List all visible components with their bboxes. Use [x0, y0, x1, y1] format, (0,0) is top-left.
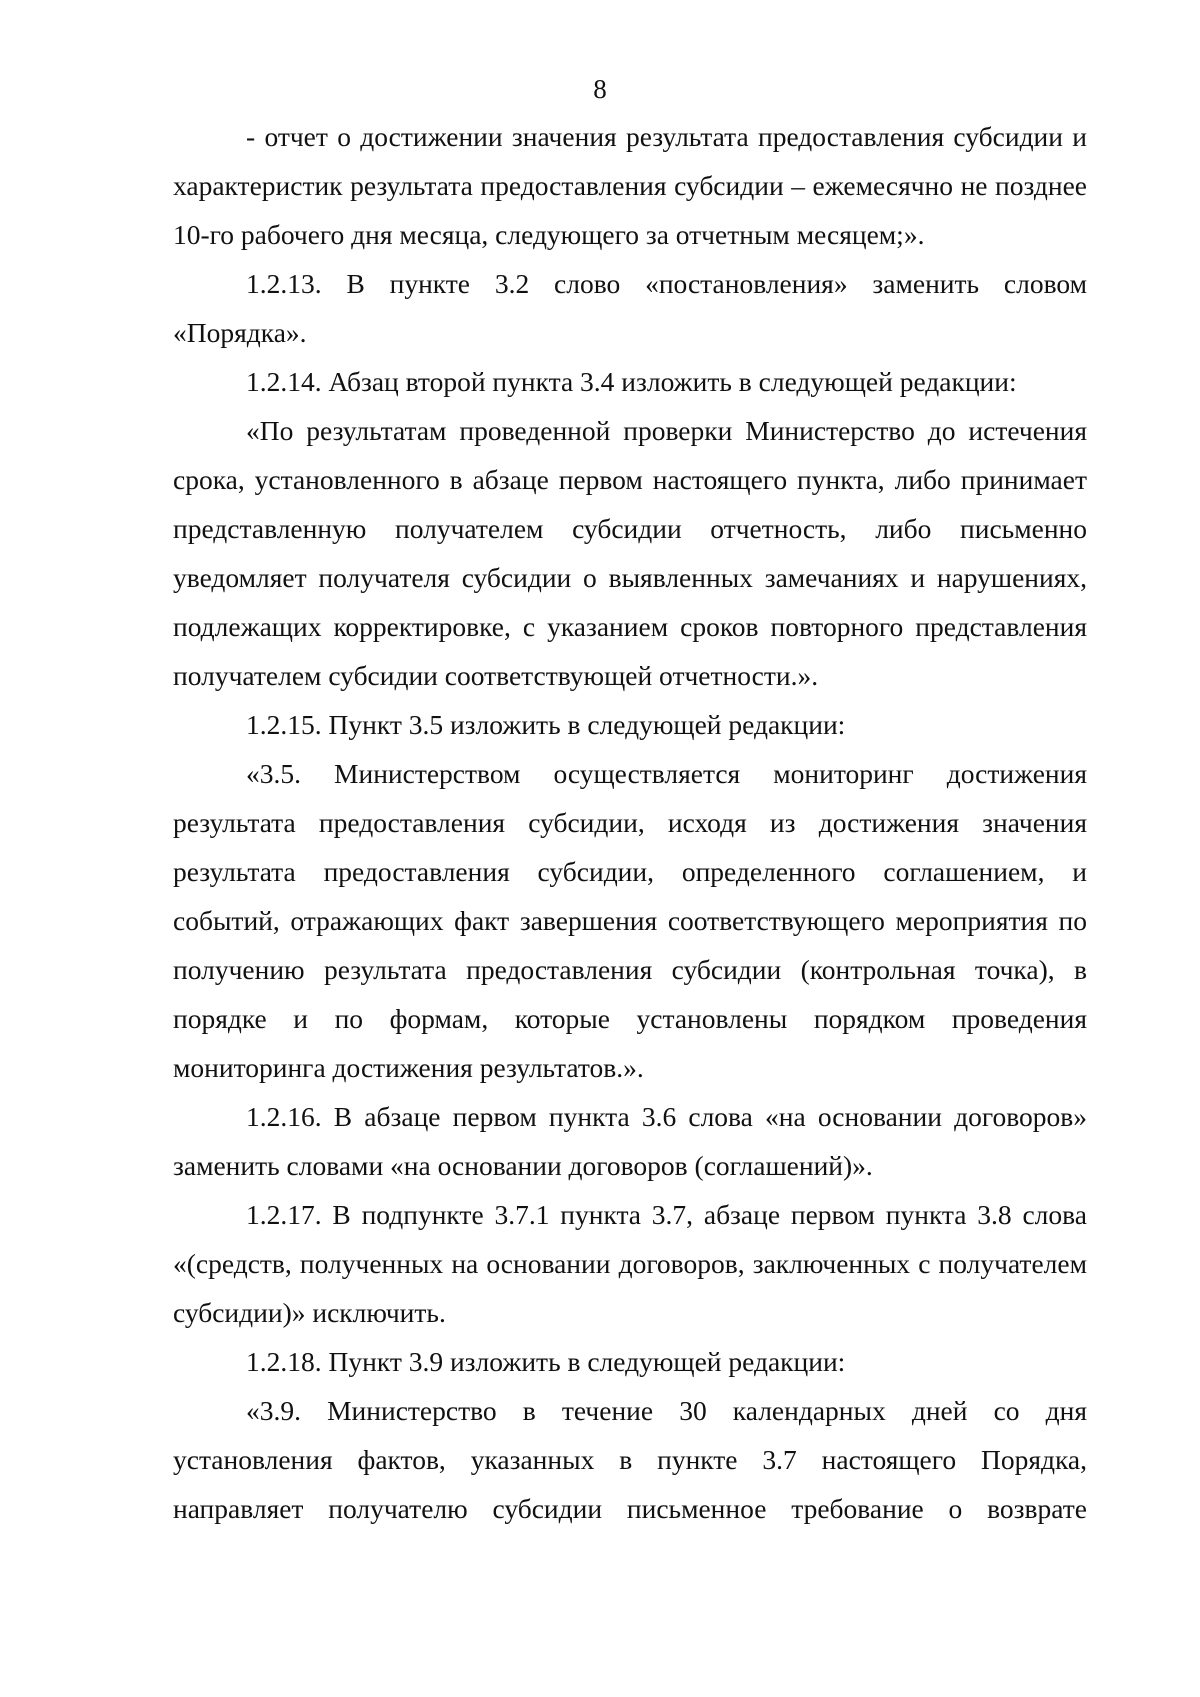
- paragraph-3-4-quote: «По результатам проведенной проверки Министерство до истечения срока, установленного в абзаце первом настоящего пункта, либо принимает представленную получателем субсидии отчетность, либо письменно уведомляет получателя субсидии о выявленных замечаниях и нарушениях, подлежащих корректировке, с указанием сроков повторного представления получателем субсидии соответствующей отчетности.».: [173, 415, 1087, 691]
- paragraph-3-5-quote: «3.5. Министерством осуществляется мониторинг достижения результата предоставления субсидии, исходя из достижения значения результата предоставления субсидии, определенного соглашением, и событий, отражающих факт завершения соответствующего мероприятия по получению результата предоставления субсидии (контрольная точка), в порядке и по формам, которые установлены порядком проведения мониторинга достижения результатов.».: [173, 758, 1087, 1083]
- paragraph-report-monthly: - отчет о достижении значения результата предоставления субсидии и характеристик результата предоставления субсидии – ежемесячно не позднее 10-го рабочего дня месяца, следующего за отчетным месяцем;».: [173, 121, 1087, 250]
- paragraph-1-2-13: 1.2.13. В пункте 3.2 слово «постановления» заменить словом «Порядка».: [173, 268, 1087, 348]
- document-body: [173, 112, 1087, 1533]
- paragraph-1-2-18: 1.2.18. Пункт 3.9 изложить в следующей редакции:: [246, 1346, 846, 1377]
- paragraph-1-2-15: 1.2.15. Пункт 3.5 изложить в следующей редакции:: [246, 709, 846, 740]
- paragraph-1-2-14: 1.2.14. Абзац второй пункта 3.4 изложить в следующей редакции:: [246, 366, 1017, 397]
- paragraph-1-2-16: 1.2.16. В абзаце первом пункта 3.6 слова «на основании договоров» заменить словами «на основании договоров (соглашений)».: [173, 1101, 1087, 1181]
- paragraph-3-9-quote: «3.9. Министерство в течение 30 календарных дней со дня установления фактов, указанных в пункте 3.7 настоящего Порядка, направляет получателю субсидии письменное требование о возврате: [173, 1395, 1087, 1524]
- paragraph-1-2-17: 1.2.17. В подпункте 3.7.1 пункта 3.7, абзаце первом пункта 3.8 слова «(средств, полученных на основании договоров, заключенных с получателем субсидии)» исключить.: [173, 1199, 1087, 1328]
- page-number: 8: [593, 74, 607, 104]
